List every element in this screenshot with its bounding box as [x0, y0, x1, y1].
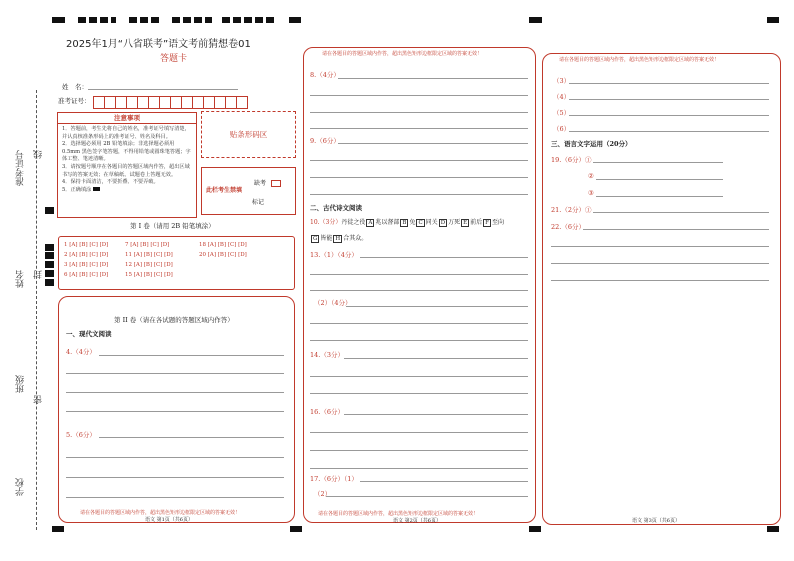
page-subtitle: 答题卡: [160, 54, 188, 64]
page1-footer: 语文 第1页（共6页）: [145, 517, 193, 523]
q13-1-label: 13.（1）（4分）: [310, 251, 358, 259]
page3-panel: [542, 53, 781, 525]
side-label-id: 准考证号: [16, 150, 26, 186]
section2-panel: [58, 296, 295, 523]
registration-mark: [52, 526, 64, 532]
side-label-secret: 密: [34, 395, 44, 404]
choice-option[interactable]: 2 [A] [B] [C] [D]: [64, 252, 109, 258]
choice-option[interactable]: 12 [A] [B] [C] [D]: [125, 262, 173, 268]
q10-line2: G 皆能 H 合其众。: [313, 235, 368, 242]
registration-mark: [78, 17, 116, 23]
side-label-line: 线: [34, 150, 44, 159]
barcode-area: [201, 111, 296, 158]
absent-mark1: 缺考: [254, 180, 267, 187]
section2-title: 第 II 卷（请在各试题的答题区域内作答）: [114, 316, 234, 324]
registration-mark: [172, 17, 212, 23]
page2-panel: [303, 47, 536, 523]
q19-3: ③: [588, 189, 594, 197]
id-label: 准考证号：: [58, 97, 91, 105]
q5-label: 5.（6分）: [66, 431, 96, 439]
registration-mark: [529, 526, 541, 532]
name-label: 姓 名：: [62, 83, 88, 91]
choice-option[interactable]: 15 [A] [B] [C] [D]: [125, 272, 173, 278]
q4-label: 4.（4分）: [66, 348, 96, 356]
side-label-class: 班级: [16, 375, 26, 393]
registration-mark: [45, 261, 54, 268]
registration-mark: [222, 17, 274, 23]
q17-1-label: 17.（6分）（1）: [310, 475, 358, 483]
registration-mark: [45, 252, 54, 259]
q13-2-label: （2）（4分）: [314, 299, 352, 307]
q8-label: 8.（4分）: [310, 71, 340, 79]
part2-title: 二、古代诗文阅读: [310, 204, 362, 212]
q14-label: 14.（3分）: [310, 351, 344, 359]
q19-2: ②: [588, 172, 594, 180]
page3-footer: 语文 第3页（共6页）: [632, 518, 680, 524]
registration-mark: [45, 270, 54, 277]
choice-panel: [58, 236, 295, 290]
choice-option[interactable]: 7 [A] [B] [C] [D]: [125, 242, 170, 248]
notice-item: 1．答题前，考生先将自己的姓名，准考证号填写清楚，并认真核准条形码上的准考证号、姓名及科目。: [62, 126, 190, 140]
section1-title: 第 I 卷（请用 2B 铅笔填涂）: [130, 222, 215, 230]
registration-mark: [45, 207, 54, 214]
page3-item: （3）: [553, 77, 571, 85]
page3-item: （6）: [553, 125, 571, 133]
q16-label: 16.（6分）: [310, 408, 344, 416]
q22-label: 22.（6分）: [551, 223, 585, 231]
registration-mark: [45, 279, 54, 286]
registration-mark: [767, 526, 779, 532]
page-title: 2025年1月“八省联考”语文考前猜想卷01: [66, 39, 251, 50]
absent-checkbox[interactable]: [271, 180, 281, 187]
notice-item: 3．请按题号顺序在各题目的答题区域内作答，超出区域书写的答案无效；在草稿纸、试题卷上答题无效。: [62, 163, 190, 178]
choice-option[interactable]: 20 [A] [B] [C] [D]: [199, 252, 247, 258]
page1-warn: 请在各题目的答题区域内作答，超出黑色矩形边框限定区域的答案无效！: [80, 510, 241, 516]
registration-mark: [529, 17, 542, 23]
notice-box: [57, 112, 197, 218]
absent-mark2: 标记: [252, 199, 265, 206]
choice-option[interactable]: 18 [A] [B] [C] [D]: [199, 242, 247, 248]
q21-label: 21.（2分）①: [551, 206, 592, 214]
part3-title: 三、语言文字运用（20分）: [551, 140, 632, 148]
page3-warn: 请在各题目的答题区域内作答，超出黑色矩形边框限定区域的答案无效！: [559, 57, 720, 63]
registration-mark: [289, 17, 301, 23]
notice-item: 5．正确填涂: [62, 187, 192, 195]
absent-label: 此栏考生禁填: [206, 187, 243, 194]
q19-label: 19.（6分）①: [551, 156, 592, 164]
q9-label: 9.（6分）: [310, 137, 340, 145]
page3-item: （4）: [553, 93, 571, 101]
side-label-seal: 封: [34, 270, 44, 279]
choice-option[interactable]: 3 [A] [B] [C] [D]: [64, 262, 109, 268]
registration-mark: [767, 17, 779, 23]
q17-2-label: （2）: [314, 490, 332, 498]
side-label-school: 学校: [16, 478, 26, 496]
choice-option[interactable]: 1 [A] [B] [C] [D]: [64, 242, 109, 248]
q10-line1: 10.（3分）丹徒之役 A 兆以督部 B 免 C 同关 D 万死 E 前后 F 至向: [310, 219, 504, 226]
page2-bottom-warn: 请在各题目的答题区域内作答，超出黑色矩形边框限定区域的答案无效！: [318, 511, 479, 517]
notice-item: 2．选择题必须用 2B 铅笔填涂；非选择题必须用 0.5mm 黑色签字笔答题，不得用铅笔或圆珠笔答题；字体工整、笔迹清晰。: [62, 141, 191, 163]
page2-footer: 语文 第2页（共6页）: [393, 518, 441, 524]
name-field[interactable]: [88, 89, 238, 90]
registration-mark: [45, 244, 54, 251]
page2-warn: 请在各题目的答题区域内作答，超出黑色矩形边框限定区域的答案无效！: [322, 51, 483, 57]
registration-mark: [129, 17, 160, 23]
registration-mark: [52, 17, 65, 23]
registration-mark: [290, 526, 302, 532]
notice-title: 注意事项: [58, 113, 196, 124]
side-label-name: 姓名: [16, 270, 26, 288]
barcode-label: 贴条形码区: [229, 130, 268, 139]
part1-title: 一、现代文阅读: [66, 330, 112, 338]
absent-box: [201, 167, 296, 215]
page3-item: （5）: [553, 109, 571, 117]
choice-option[interactable]: 11 [A] [B] [C] [D]: [125, 252, 173, 258]
choice-option[interactable]: 6 [A] [B] [C] [D]: [64, 272, 109, 278]
notice-item: 4．保持卡面清洁，不要折叠、不要弄破。: [62, 179, 159, 186]
